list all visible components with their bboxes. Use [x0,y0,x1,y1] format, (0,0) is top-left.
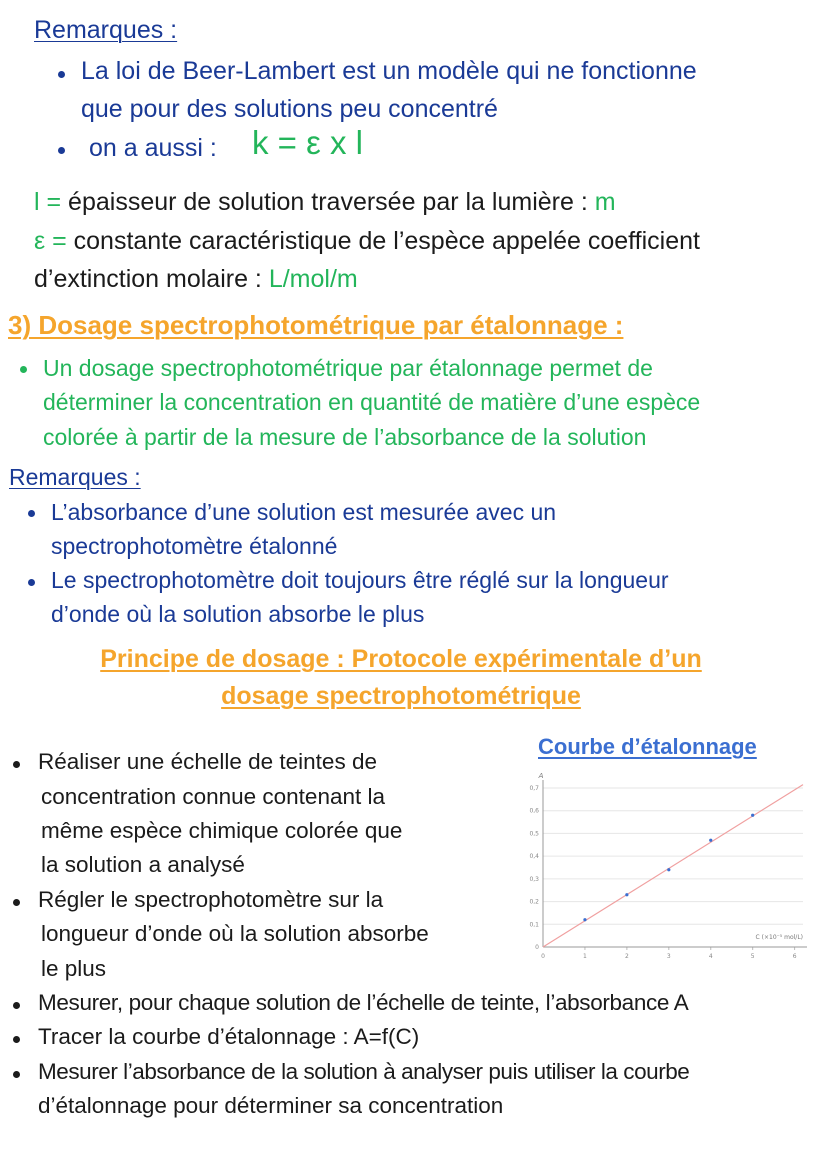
bullet-icon [13,1002,20,1009]
remark-text: que pour des solutions peu concentré [81,95,498,123]
x-tick-label: 0 [541,953,545,960]
definition-text: constante caractéristique de l’espèce appelée coefficient [66,227,700,255]
fit-line [543,785,803,947]
principle-title: Principe de dosage : Protocole expérimentale d’un [100,645,702,673]
x-axis-label: C (×10⁻⁵ mol/L) [755,934,803,941]
remark-text: La loi de Beer-Lambert est un modèle qui ne fonctionne [81,57,697,85]
data-point [583,918,586,921]
y-tick-label: 0,4 [529,853,539,861]
data-point [667,868,670,871]
calibration-chart [515,770,815,970]
step-text: d’étalonnage pour déterminer sa concentration [38,1093,504,1118]
definition-text: épaisseur de solution traversée par la lumière : [61,188,595,216]
bullet-icon [58,147,65,154]
formula: k = ε x l [252,124,363,161]
data-point [751,814,754,817]
data-point [709,839,712,842]
definition-unit: L/mol/m [268,265,358,293]
step-text: Mesurer, pour chaque solution de l’échelle de teinte, l’absorbance A [38,990,689,1015]
section-text: colorée à partir de la mesure de l’absorbance de la solution [43,424,647,450]
remark-text: d’onde où la solution absorbe le plus [51,601,425,627]
remark-text: Le spectrophotomètre doit toujours être réglé sur la longueur [51,567,669,593]
definition-epsilon-line2 [34,265,358,294]
data-point [625,893,628,896]
step-text: longueur d’onde où la solution absorbe [41,921,429,946]
x-tick-label: 6 [792,953,797,960]
y-tick-label: 0,3 [529,875,539,883]
bullet-icon [28,579,35,586]
y-tick-label: 0,7 [529,785,539,792]
section-text: Un dosage spectrophotométrique par étalonnage permet de [43,355,653,381]
bullet-icon [13,1036,20,1043]
x-tick-label: 4 [708,953,713,960]
remark-text: spectrophotomètre étalonné [51,533,338,559]
bullet-icon [20,366,27,373]
bullet-icon [13,761,20,768]
x-tick-label: 2 [624,953,629,960]
step-text: Réaliser une échelle de teintes de [38,749,377,774]
step-text: la solution a analysé [41,852,245,877]
step-text: Tracer la courbe d’étalonnage : A=f(C) [38,1024,420,1049]
bullet-icon [28,510,35,517]
section-text: déterminer la concentration en quantité de matière d’une espèce [43,389,701,415]
bullet-icon [58,71,65,78]
remark-text: L’absorbance d’une solution est mesurée avec un [51,499,557,525]
y-tick-label: 0,6 [529,807,539,815]
step-text: le plus [41,956,107,981]
definition-symbol: l = [34,188,62,216]
definition-symbol: ε = [34,227,67,255]
x-tick-label: 5 [750,953,755,960]
y-tick-label: 0,1 [529,921,539,929]
definition-unit: m [594,188,616,216]
section-title: 3) Dosage spectrophotométrique par étalonnage : [8,310,624,340]
y-axis-label: A [538,772,544,780]
remarks-heading-2: Remarques : [9,464,141,490]
bullet-icon [13,899,20,906]
step-text: concentration connue contenant la [41,784,386,809]
definition-l [34,188,616,217]
remark-text: on a aussi : [89,134,217,162]
definition-text: d’extinction molaire : [34,265,269,293]
step-text: Régler le spectrophotomètre sur la [38,887,384,912]
bullet-icon [13,1071,20,1078]
x-tick-label: 3 [666,953,671,960]
y-tick-label: 0,5 [529,830,539,838]
x-tick-label: 1 [583,953,587,960]
definition-epsilon [34,227,700,256]
chart-title: Courbe d’étalonnage [538,734,757,759]
principle-title: dosage spectrophotométrique [221,682,581,710]
remarks-heading-1: Remarques : [34,16,178,44]
step-text: Mesurer l’absorbance de la solution à analyser puis utiliser la courbe [38,1059,690,1084]
y-tick-label: 0,2 [529,898,539,906]
step-text: même espèce chimique colorée que [41,818,403,843]
y-tick-label: 0 [535,944,539,951]
